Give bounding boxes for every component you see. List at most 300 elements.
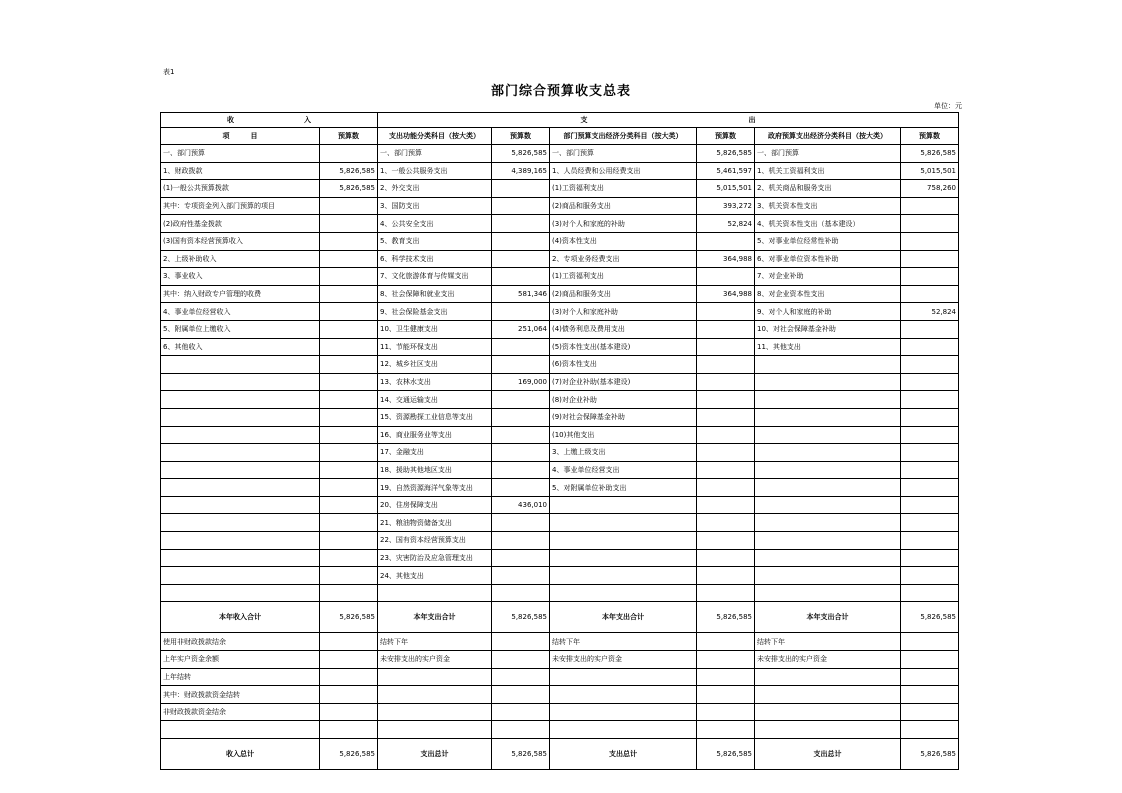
budget-cell [697,268,755,286]
item-cell: (2)商品和服务支出 [550,285,697,303]
table-row [161,232,959,250]
item-cell: 其中：财政拨款资金结转 [161,686,320,704]
annual-total-row [161,602,959,633]
total-label: 支出总计 [378,739,492,770]
total-value: 5,826,585 [697,602,755,633]
item-cell [161,391,320,409]
table-row [161,567,959,585]
budget-cell [492,651,550,669]
item-cell: 8、社会保障和就业支出 [378,285,492,303]
item-cell: 6、对事业单位资本性补助 [755,250,901,268]
budget-cell [492,479,550,497]
budget-cell [697,356,755,374]
item-cell [161,584,320,602]
table-row [161,532,959,550]
total-label: 支出总计 [755,739,901,770]
table-row [161,703,959,721]
table-row [161,668,959,686]
budget-cell [320,338,378,356]
budget-cell [697,338,755,356]
table-row [161,584,959,602]
budget-cell [320,668,378,686]
budget-cell [320,633,378,651]
item-cell: 7、文化旅游体育与传媒支出 [378,268,492,286]
budget-cell [492,303,550,321]
item-cell: 3、机关资本性支出 [755,197,901,215]
item-cell [755,686,901,704]
item-cell [550,668,697,686]
total-label: 收入总计 [161,739,320,770]
budget-cell [901,373,959,391]
item-cell [161,444,320,462]
table-row [161,426,959,444]
item-cell: 10、卫生健康支出 [378,320,492,338]
budget-cell [901,479,959,497]
item-cell: 未安排支出的实户资金 [755,651,901,669]
item-cell [755,461,901,479]
table-row [161,633,959,651]
budget-cell [697,426,755,444]
budget-cell [697,721,755,739]
budget-cell [492,633,550,651]
table-row [161,721,959,739]
budget-cell: 436,010 [492,496,550,514]
budget-cell: 5,826,585 [901,145,959,163]
total-value: 5,826,585 [320,739,378,770]
table-row [161,197,959,215]
item-cell: 5、对附属单位补助支出 [550,479,697,497]
table-row [161,268,959,286]
item-cell: (6)资本性支出 [550,356,697,374]
col-header-budget: 预算数 [492,128,550,145]
item-cell: 上年结转 [161,668,320,686]
item-cell: 未安排支出的实户资金 [550,651,697,669]
budget-cell [492,532,550,550]
item-cell [550,549,697,567]
budget-cell [901,686,959,704]
budget-cell [492,180,550,198]
item-cell: (1)工资福利支出 [550,180,697,198]
budget-cell [901,268,959,286]
item-cell: 一、部门预算 [550,145,697,163]
budget-cell [320,514,378,532]
total-value: 5,826,585 [697,739,755,770]
item-cell: (2)政府性基金拨款 [161,215,320,233]
item-cell [161,532,320,550]
item-cell [550,514,697,532]
section-header-row [161,113,959,128]
table-row [161,356,959,374]
budget-cell [697,514,755,532]
col-header-dept-econ-cat: 部门预算支出经济分类科目（按大类） [550,128,697,145]
budget-cell: 251,064 [492,320,550,338]
budget-cell [901,461,959,479]
item-cell: (10)其他支出 [550,426,697,444]
item-cell [161,479,320,497]
item-cell: 结转下年 [755,633,901,651]
budget-cell [492,408,550,426]
item-cell [550,703,697,721]
item-cell [161,408,320,426]
item-cell: 一、部门预算 [378,145,492,163]
total-value: 5,826,585 [901,602,959,633]
budget-cell [492,215,550,233]
item-cell [550,584,697,602]
total-value: 5,826,585 [901,739,959,770]
table-row [161,444,959,462]
budget-cell [901,408,959,426]
budget-cell [901,391,959,409]
item-cell [550,686,697,704]
budget-cell [320,232,378,250]
item-cell [378,721,492,739]
item-cell: 一、部门预算 [755,145,901,163]
budget-cell [697,584,755,602]
budget-cell [320,303,378,321]
budget-cell [492,250,550,268]
budget-cell [901,668,959,686]
item-cell: 4、事业单位经营收入 [161,303,320,321]
budget-cell [901,532,959,550]
budget-cell [320,496,378,514]
budget-table [160,112,959,770]
budget-cell [697,567,755,585]
budget-cell [320,721,378,739]
col-header-func-cat: 支出功能分类科目（按大类） [378,128,492,145]
item-cell [755,408,901,426]
expense-section-header: 支 出 [378,113,959,128]
budget-cell [697,444,755,462]
budget-cell [492,514,550,532]
col-header-budget: 预算数 [697,128,755,145]
budget-cell [697,703,755,721]
item-cell: 2、机关商品和服务支出 [755,180,901,198]
budget-cell [320,197,378,215]
item-cell [755,356,901,374]
item-cell: 4、机关资本性支出（基本建设） [755,215,901,233]
table-row [161,391,959,409]
item-cell: 7、对企业补助 [755,268,901,286]
item-cell: 使用非财政拨款结余 [161,633,320,651]
item-cell: 2、上级补助收入 [161,250,320,268]
item-cell [755,549,901,567]
budget-cell: 393,272 [697,197,755,215]
budget-cell [901,584,959,602]
budget-cell [901,250,959,268]
item-cell [550,532,697,550]
item-cell: (9)对社会保障基金补助 [550,408,697,426]
budget-cell: 5,826,585 [492,145,550,163]
item-cell: 1、财政拨款 [161,162,320,180]
income-section-header: 收 入 [161,113,378,128]
item-cell [378,668,492,686]
item-cell: 8、对企业资本性支出 [755,285,901,303]
budget-cell [320,651,378,669]
budget-cell [320,215,378,233]
budget-cell [697,461,755,479]
budget-cell [901,703,959,721]
item-cell: 其中：专项资金列入部门预算的项目 [161,197,320,215]
item-cell [755,444,901,462]
item-cell [755,668,901,686]
item-cell: 结转下年 [378,633,492,651]
table-row [161,549,959,567]
item-cell [755,567,901,585]
table-row [161,496,959,514]
item-cell: 19、自然资源海洋气象等支出 [378,479,492,497]
item-cell [550,721,697,739]
budget-cell [320,373,378,391]
item-cell: 结转下年 [550,633,697,651]
total-value: 5,826,585 [492,602,550,633]
item-cell: 5、教育支出 [378,232,492,250]
budget-cell [901,496,959,514]
item-cell [161,721,320,739]
budget-cell [492,686,550,704]
budget-cell [697,232,755,250]
budget-cell [320,320,378,338]
budget-cell [901,285,959,303]
item-cell: (8)对企业补助 [550,391,697,409]
total-label: 本年支出合计 [755,602,901,633]
item-cell: 23、灾害防治及应急管理支出 [378,549,492,567]
budget-cell [492,668,550,686]
budget-cell: 364,988 [697,285,755,303]
budget-cell [697,651,755,669]
budget-cell [697,373,755,391]
item-cell [550,496,697,514]
budget-cell [697,496,755,514]
budget-cell [320,426,378,444]
budget-cell [492,268,550,286]
item-cell [378,686,492,704]
item-cell: 21、粮油物资储备支出 [378,514,492,532]
budget-cell [492,338,550,356]
item-cell: 2、外交支出 [378,180,492,198]
item-cell: 一、部门预算 [161,145,320,163]
item-cell [161,549,320,567]
budget-cell [901,651,959,669]
item-cell: (5)资本性支出(基本建设) [550,338,697,356]
item-cell: (3)对个人和家庭的补助 [550,215,697,233]
item-cell: 4、公共安全支出 [378,215,492,233]
budget-cell [492,444,550,462]
budget-cell [901,232,959,250]
budget-cell [492,197,550,215]
item-cell: 15、资源勘探工业信息等支出 [378,408,492,426]
budget-cell [697,303,755,321]
table-row [161,479,959,497]
total-label: 支出总计 [550,739,697,770]
budget-cell [901,444,959,462]
item-cell: 3、上缴上级支出 [550,444,697,462]
table-row [161,373,959,391]
unit-label: 单位：元 [934,102,962,110]
budget-cell: 581,346 [492,285,550,303]
budget-cell: 5,826,585 [697,145,755,163]
item-cell: 18、援助其他地区支出 [378,461,492,479]
total-value: 5,826,585 [492,739,550,770]
budget-cell [901,514,959,532]
table-number: 表1 [163,68,175,76]
budget-cell [492,703,550,721]
budget-cell [320,356,378,374]
budget-cell [901,338,959,356]
item-cell: 上年实户资金余额 [161,651,320,669]
item-cell: (3)对个人和家庭补助 [550,303,697,321]
budget-cell: 5,461,597 [697,162,755,180]
item-cell [755,721,901,739]
item-cell: 24、其他支出 [378,567,492,585]
table-row [161,303,959,321]
table-row [161,285,959,303]
budget-cell: 758,260 [901,180,959,198]
table-row [161,651,959,669]
budget-cell [901,426,959,444]
budget-cell [320,532,378,550]
table-row [161,338,959,356]
table-row [161,145,959,163]
item-cell [755,479,901,497]
item-cell: 12、城乡社区支出 [378,356,492,374]
table-row [161,461,959,479]
item-cell: 20、住房保障支出 [378,496,492,514]
table-row [161,250,959,268]
item-cell: 其中：纳入财政专户管理的收费 [161,285,320,303]
total-value: 5,826,585 [320,602,378,633]
col-header-budget: 预算数 [901,128,959,145]
budget-cell: 4,389,165 [492,162,550,180]
item-cell: 11、节能环保支出 [378,338,492,356]
budget-cell: 169,000 [492,373,550,391]
budget-cell: 52,824 [697,215,755,233]
item-cell [755,532,901,550]
budget-cell [697,633,755,651]
item-cell: 5、附属单位上缴收入 [161,320,320,338]
budget-cell: 364,988 [697,250,755,268]
budget-cell [901,356,959,374]
budget-cell [901,215,959,233]
table-row [161,320,959,338]
page-title: 部门综合预算收支总表 [490,84,631,99]
item-cell [755,426,901,444]
budget-cell [320,567,378,585]
col-header-item: 项 目 [161,128,320,145]
item-cell: 16、商业服务业等支出 [378,426,492,444]
budget-cell [320,268,378,286]
item-cell: (3)国有资本经营预算收入 [161,232,320,250]
item-cell [755,391,901,409]
item-cell [161,496,320,514]
item-cell [161,356,320,374]
budget-cell [697,532,755,550]
budget-cell [697,408,755,426]
item-cell [755,373,901,391]
item-cell: 4、事业单位经营支出 [550,461,697,479]
budget-cell [697,549,755,567]
budget-cell [901,549,959,567]
budget-cell [320,703,378,721]
budget-cell [320,444,378,462]
budget-cell [901,320,959,338]
budget-cell [901,721,959,739]
table-row [161,180,959,198]
item-cell: 6、科学技术支出 [378,250,492,268]
item-cell [161,426,320,444]
item-cell [378,584,492,602]
budget-cell [492,721,550,739]
item-cell: 9、对个人和家庭的补助 [755,303,901,321]
item-cell: (4)资本性支出 [550,232,697,250]
col-header-gov-econ-cat: 政府预算支出经济分类科目（按大类） [755,128,901,145]
budget-cell [492,426,550,444]
budget-cell [320,479,378,497]
item-cell: 11、其他支出 [755,338,901,356]
budget-cell [320,408,378,426]
item-cell [755,514,901,532]
budget-cell [320,584,378,602]
item-cell: 1、一般公共服务支出 [378,162,492,180]
item-cell: 2、专项业务经费支出 [550,250,697,268]
grand-total-row [161,739,959,770]
budget-cell [697,668,755,686]
budget-cell: 52,824 [901,303,959,321]
table-row [161,215,959,233]
item-cell: 6、其他收入 [161,338,320,356]
col-header-budget: 预算数 [320,128,378,145]
item-cell [161,567,320,585]
column-header-row [161,128,959,145]
item-cell [550,567,697,585]
budget-cell [901,567,959,585]
budget-cell [320,461,378,479]
item-cell: (1)工资福利支出 [550,268,697,286]
budget-cell [320,250,378,268]
item-cell: 14、交通运输支出 [378,391,492,409]
total-label: 本年支出合计 [378,602,492,633]
budget-cell [492,461,550,479]
budget-cell [901,633,959,651]
budget-cell: 5,015,501 [901,162,959,180]
budget-cell [320,285,378,303]
budget-cell [697,391,755,409]
budget-cell [697,479,755,497]
budget-cell: 5,826,585 [320,180,378,198]
item-cell: 1、人员经费和公用经费支出 [550,162,697,180]
budget-cell [320,549,378,567]
budget-cell [492,232,550,250]
item-cell: 17、金融支出 [378,444,492,462]
item-cell: 非财政拨款资金结余 [161,703,320,721]
table-row [161,514,959,532]
table-row [161,162,959,180]
budget-cell [320,145,378,163]
budget-cell: 5,015,501 [697,180,755,198]
item-cell [378,703,492,721]
item-cell: 1、机关工资福利支出 [755,162,901,180]
budget-cell [492,584,550,602]
item-cell [755,584,901,602]
table-row [161,408,959,426]
item-cell [161,514,320,532]
budget-cell [901,197,959,215]
budget-cell [492,567,550,585]
item-cell: 5、对事业单位经常性补助 [755,232,901,250]
budget-cell [492,391,550,409]
total-label: 本年收入合计 [161,602,320,633]
item-cell: 9、社会保险基金支出 [378,303,492,321]
item-cell: 3、国防支出 [378,197,492,215]
